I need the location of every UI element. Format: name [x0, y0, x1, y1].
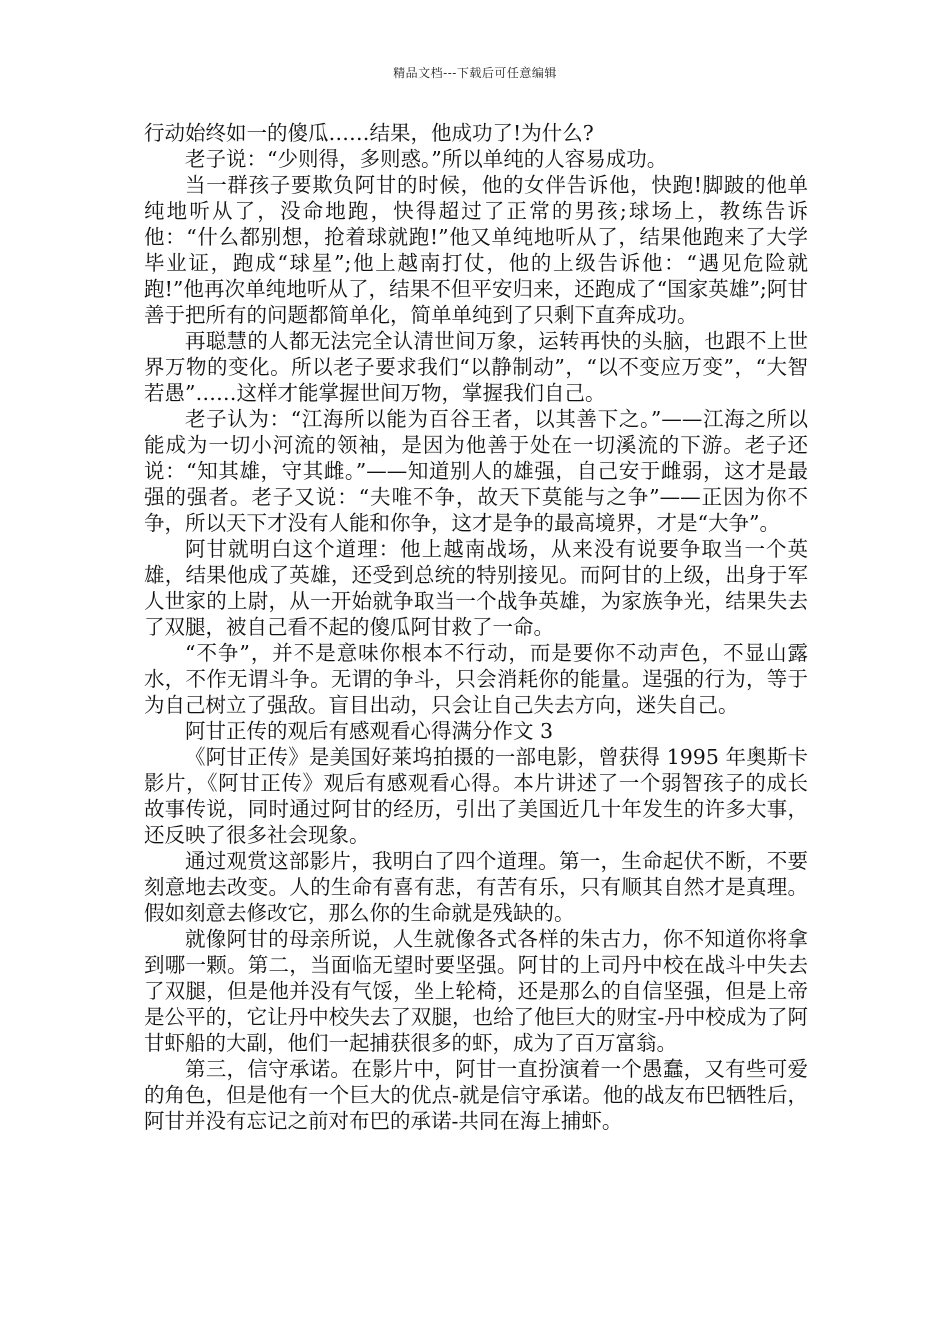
paragraph: 老子说：“少则得，多则惑。”所以单纯的人容易成功。 — [185, 147, 668, 171]
paragraph: “不争”，并不是意味你根本不行动，而是要你不动声色，不显山露水，不作无谓斗争。无谓的争斗，只会消耗你的能量。逞强的行为，等于为自己树立了强敌。盲目出动，只会让自己失去方向，迷失自己。 — [144, 641, 808, 717]
paragraph: 阿甘就明白这个道理：他上越南战场，从来没有说要争取当一个英雄，结果他成了英雄，还受到总统的特别接见。而阿甘的上级，出身于军人世家的上尉，从一开始就争取当一个战争英雄，为家族争光，结果失去了双腿，被自己看不起的傻瓜阿甘救了一命。 — [144, 537, 808, 639]
paragraph: 再聪慧的人都无法完全认清世间万象，运转再快的头脑，也跟不上世界万物的变化。所以老子要求我们“以静制动”，“以不变应万变”，“大智若愚”……这样才能掌握世间万物，掌握我们自己。 — [144, 329, 808, 405]
paragraph: 第三，信守承诺。在影片中，阿甘一直扮演着一个愚蠢，又有些可爱的角色，但是他有一个巨大的优点-就是信守承诺。他的战友布巴牺牲后，阿甘并没有忘记之前对布巴的承诺-共同在海上捕虾。 — [144, 1057, 808, 1133]
paragraph: 通过观赏这部影片，我明白了四个道理。第一，生命起伏不断，不要刻意地去改变。人的生命有喜有悲，有苦有乐，只有顺其自然才是真理。假如刻意去修改它，那么你的生命就是残缺的。 — [144, 849, 808, 925]
paragraph: 老子认为：“江海所以能为百谷王者，以其善下之。”——江海之所以能成为一切小河流的领袖，是因为他善于处在一切溪流的下游。老子还说：“知其雄，守其雌。”——知道别人的雄强，自己安于雌弱，这才是最强的强者。老子又说：“夫唯不争，故天下莫能与之争”——正因为你不争，所以天下才没有人能和你争，这才是争的最高境界，才是“大争”。 — [144, 407, 808, 535]
paragraph: 当一群孩子要欺负阿甘的时候，他的女伴告诉他，快跑!脚跛的他单纯地听从了，没命地跑，快得超过了正常的男孩;球场上，教练告诉他：“什么都别想，抢着球就跑!”他又单纯地听从了，结果他跑来了大学毕业证，跑成“球星”;他上越南打仗，他的上级告诉他：“遇见危险就跑!”他再次单纯地听从了，结果不但平安归来，还跑成了“国家英雄”;阿甘善于把所有的问题都简单化，简单单纯到了只剩下直奔成功。 — [144, 173, 808, 327]
section-heading: 阿甘正传的观后有感观看心得满分作文 3 — [185, 719, 554, 743]
page-header: 精品文档---下载后可任意编辑 — [393, 66, 557, 80]
paragraph: 《阿甘正传》是美国好莱坞拍摄的一部电影，曾获得 1995 年奥斯卡影片，《阿甘正传》观后有感观看心得。本片讲述了一个弱智孩子的成长故事传说，同时通过阿甘的经历，引出了美国近几十年发生的许多大事，还反映了很多社会现象。 — [144, 745, 808, 847]
document-body — [144, 120, 808, 1134]
paragraph: 行动始终如一的傻瓜……结果，他成功了!为什么? — [144, 121, 594, 145]
paragraph: 就像阿甘的母亲所说，人生就像各式各样的朱古力，你不知道你将拿到哪一颗。第二，当面临无望时要坚强。阿甘的上司丹中校在战斗中失去了双腿，但是他并没有气馁，坐上轮椅，还是那么的自信坚强，但是上帝是公平的，它让丹中校失去了双腿，也给了他巨大的财宝-丹中校成为了阿甘虾船的大副，他们一起捕获很多的虾，成为了百万富翁。 — [144, 927, 808, 1055]
